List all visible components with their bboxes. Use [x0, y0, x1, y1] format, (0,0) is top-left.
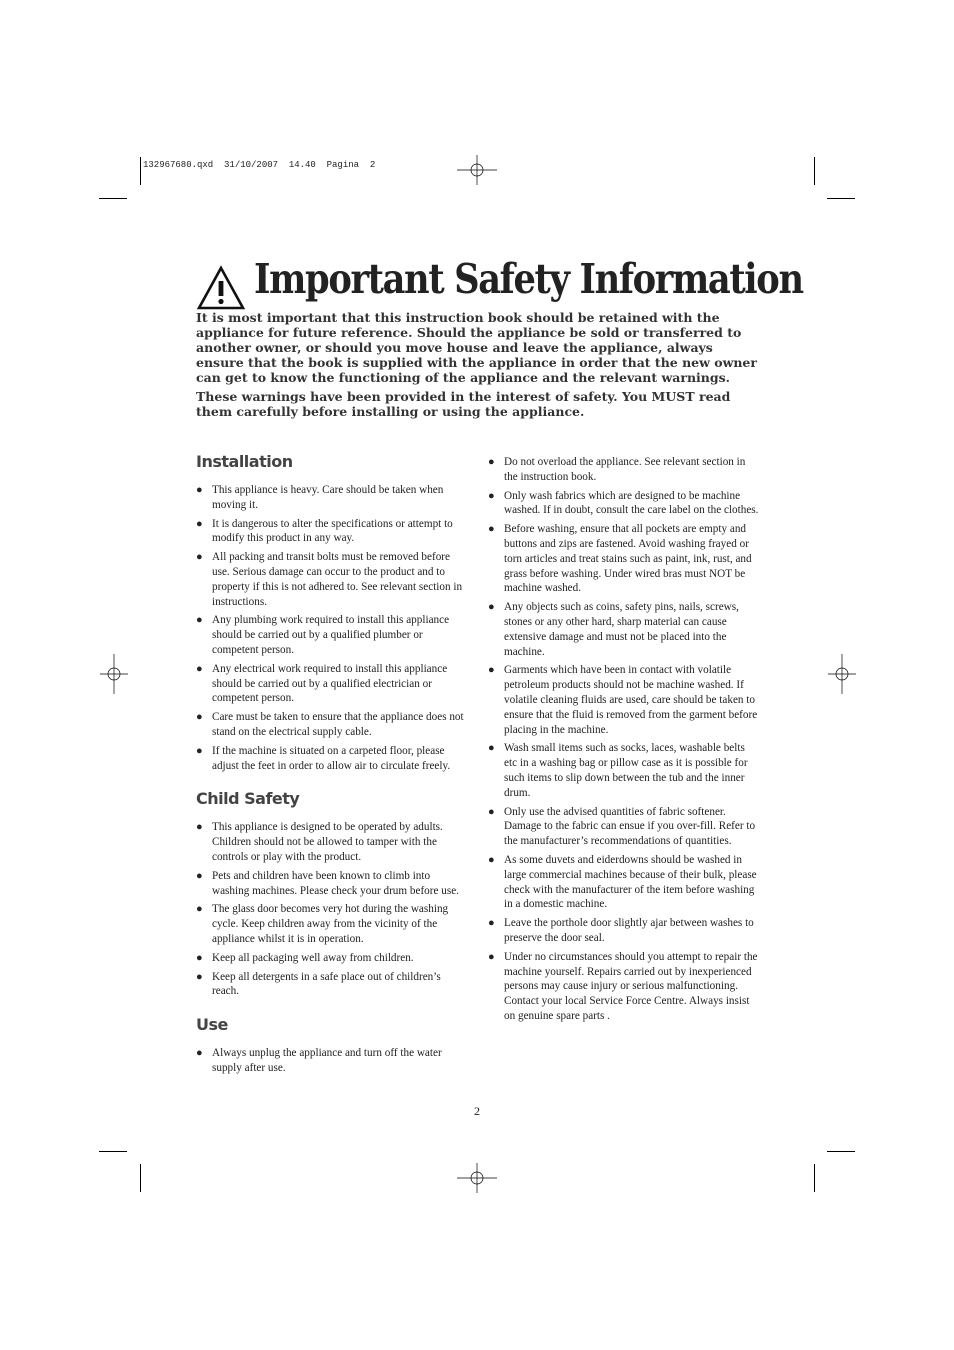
- crop-mark: [99, 1151, 127, 1152]
- print-slug-line: 132967680.qxd 31/10/2007 14.40 Pagina 2: [143, 160, 376, 170]
- bullet-icon: ●: [488, 805, 495, 818]
- registration-mark-icon: [100, 654, 128, 694]
- list-item: [196, 869, 468, 899]
- list-item-text: Only wash fabrics which are designed to be machine washed. If in doubt, consult the care label on the clothes.: [504, 489, 759, 517]
- list-item: [488, 805, 760, 849]
- bullet-icon: ●: [488, 664, 495, 677]
- crop-mark: [99, 198, 127, 199]
- crop-mark: [140, 1164, 141, 1192]
- intro-text: [196, 310, 761, 423]
- list-item: [196, 613, 468, 657]
- use-list: [196, 1046, 468, 1076]
- intro-paragraph: These warnings have been provided in the interest of safety. You MUST read them carefully before installing or using the appliance.: [196, 389, 731, 419]
- list-item: [196, 517, 468, 547]
- page-title: Important Safety Information: [254, 255, 803, 303]
- list-item-text: Keep all packaging well away from children.: [212, 951, 414, 964]
- list-item-text: Any objects such as coins, safety pins, nails, screws, stones or any other hard, sharp material can cause extensive damage and must not be placed into the machine.: [504, 601, 739, 658]
- bullet-icon: ●: [488, 742, 495, 755]
- list-item-text: As some duvets and eiderdowns should be washed in large commercial machines because of their bulk, please check with the manufacturer of the item before washing in a domestic machine.: [504, 853, 757, 911]
- use-continued-list: [488, 455, 760, 1024]
- list-item-text: Wash small items such as socks, laces, washable belts etc in a washing bag or pillow case as it is possible for such items to slip down between the tub and the inner drum.: [504, 742, 748, 799]
- list-item-text: Under no circumstances should you attempt to repair the machine yourself. Repairs carried out by inexperienced persons may cause injury or serious malfunctioning. Contact your local Service Force Centre. Always insist on genuine spare parts .: [504, 950, 758, 1022]
- bullet-icon: ●: [196, 1047, 203, 1060]
- list-item: [196, 710, 468, 740]
- list-item: [196, 902, 468, 946]
- bullet-icon: ●: [196, 903, 203, 916]
- list-item: [196, 820, 468, 864]
- list-item-text: Before washing, ensure that all pockets are empty and buttons and zips are fastened. Avoid washing frayed or torn articles and treat stains such as paint, ink, rust, and grass before washing. Under wired bras must NOT be machine washed.: [504, 523, 752, 595]
- bullet-icon: ●: [488, 456, 495, 468]
- bullet-icon: ●: [488, 853, 495, 866]
- list-item: [488, 853, 760, 912]
- section-heading-child-safety: Child Safety: [196, 789, 300, 809]
- list-item-text: Leave the porthole door slightly ajar between washes to preserve the door seal.: [504, 917, 754, 944]
- crop-mark: [827, 1151, 855, 1152]
- list-item-text: Care must be taken to ensure that the appliance does not stand on the electrical supply cable.: [212, 711, 464, 738]
- bullet-icon: ●: [196, 662, 203, 675]
- bullet-icon: ●: [196, 970, 203, 983]
- list-item-text: Keep all detergents in a safe place out of children’s reach.: [212, 970, 441, 998]
- bullet-icon: ●: [488, 917, 495, 930]
- left-column: [196, 452, 468, 1092]
- bullet-icon: ●: [488, 489, 495, 502]
- registration-mark-icon: [828, 654, 856, 694]
- bullet-icon: ●: [196, 869, 203, 882]
- list-item: [488, 455, 760, 485]
- list-item: [196, 1046, 468, 1076]
- right-column: [488, 455, 760, 1040]
- child-safety-list: [196, 820, 468, 999]
- list-item: [488, 489, 760, 519]
- list-item-text: If the machine is situated on a carpeted floor, please adjust the feet in order to allow air to circulate freely.: [212, 744, 451, 772]
- bullet-icon: ●: [196, 951, 203, 964]
- list-item: [488, 600, 760, 659]
- list-item-text: Any plumbing work required to install this appliance should be carried out by a qualified plumber or competent person.: [212, 614, 450, 656]
- page-number: 2: [474, 1104, 480, 1118]
- section-heading-use: Use: [196, 1015, 228, 1035]
- list-item-text: The glass door becomes very hot during the washing cycle. Keep children away from the vicinity of the appliance whilst it is in operation.: [212, 903, 449, 945]
- list-item-text: This appliance is designed to be operated by adults. Children should not be allowed to tamper with the controls or play with the product.: [212, 821, 443, 863]
- list-item-text: Any electrical work required to install this appliance should be carried out by a qualified electrician or competent person.: [212, 662, 448, 705]
- page-header: [196, 255, 803, 313]
- list-item: [196, 744, 468, 774]
- crop-mark: [814, 157, 815, 185]
- list-item-text: Do not overload the appliance. See relevant section in the instruction book.: [504, 456, 746, 483]
- list-item: [488, 663, 760, 737]
- list-item: [488, 741, 760, 800]
- list-item-text: It is dangerous to alter the specifications or attempt to modify this product in any way.: [212, 517, 453, 545]
- bullet-icon: ●: [196, 821, 203, 834]
- bullet-icon: ●: [196, 711, 203, 724]
- list-item: [196, 662, 468, 706]
- bullet-icon: ●: [196, 744, 203, 757]
- registration-mark-icon: [457, 1163, 497, 1193]
- list-item-text: Garments which have been in contact with volatile petroleum products should not be machine washed. If volatile cleaning fluids are used, care should be taken to ensure that the fluid is removed from the garment before placing in the machine.: [504, 664, 758, 736]
- list-item-text: Pets and children have been known to climb into washing machines. Please check your drum before use.: [212, 869, 459, 897]
- bullet-icon: ●: [488, 523, 495, 536]
- list-item-text: Always unplug the appliance and turn off the water supply after use.: [212, 1047, 442, 1074]
- list-item: [488, 950, 760, 1024]
- crop-mark: [827, 198, 855, 199]
- list-item: [488, 916, 760, 946]
- installation-list: [196, 483, 468, 773]
- bullet-icon: ●: [488, 950, 495, 963]
- crop-mark: [814, 1164, 815, 1192]
- registration-mark-icon: [457, 155, 497, 185]
- crop-mark: [140, 157, 141, 185]
- list-item: [196, 951, 468, 966]
- list-item: [488, 522, 760, 596]
- list-item: [196, 970, 468, 1000]
- bullet-icon: ●: [488, 601, 495, 614]
- list-item-text: This appliance is heavy. Care should be taken when moving it.: [212, 484, 444, 511]
- section-heading-installation: Installation: [196, 452, 293, 471]
- intro-paragraph: It is most important that this instruction book should be retained with the appliance for future reference. Should the appliance be sold or transferred to another owner, or should you move house and leave the appliance, always ensure that the book is supplied with the appliance in order that the new owner can get to know the functioning of the appliance and the relevant warnings.: [196, 310, 757, 385]
- bullet-icon: ●: [196, 614, 203, 627]
- bullet-icon: ●: [196, 517, 203, 530]
- bullet-icon: ●: [196, 484, 203, 496]
- list-item-text: Only use the advised quantities of fabric softener. Damage to the fabric can ensue if you over-fill. Refer to the manufacturer’s recommendations of quantities.: [504, 805, 756, 848]
- list-item-text: All packing and transit bolts must be removed before use. Serious damage can occur to the product and to property if this is not adhered to. See relevant section in instructions.: [212, 551, 463, 608]
- list-item: [196, 483, 468, 513]
- bullet-icon: ●: [196, 551, 203, 564]
- list-item: [196, 550, 468, 609]
- warning-triangle-icon: [196, 265, 246, 311]
